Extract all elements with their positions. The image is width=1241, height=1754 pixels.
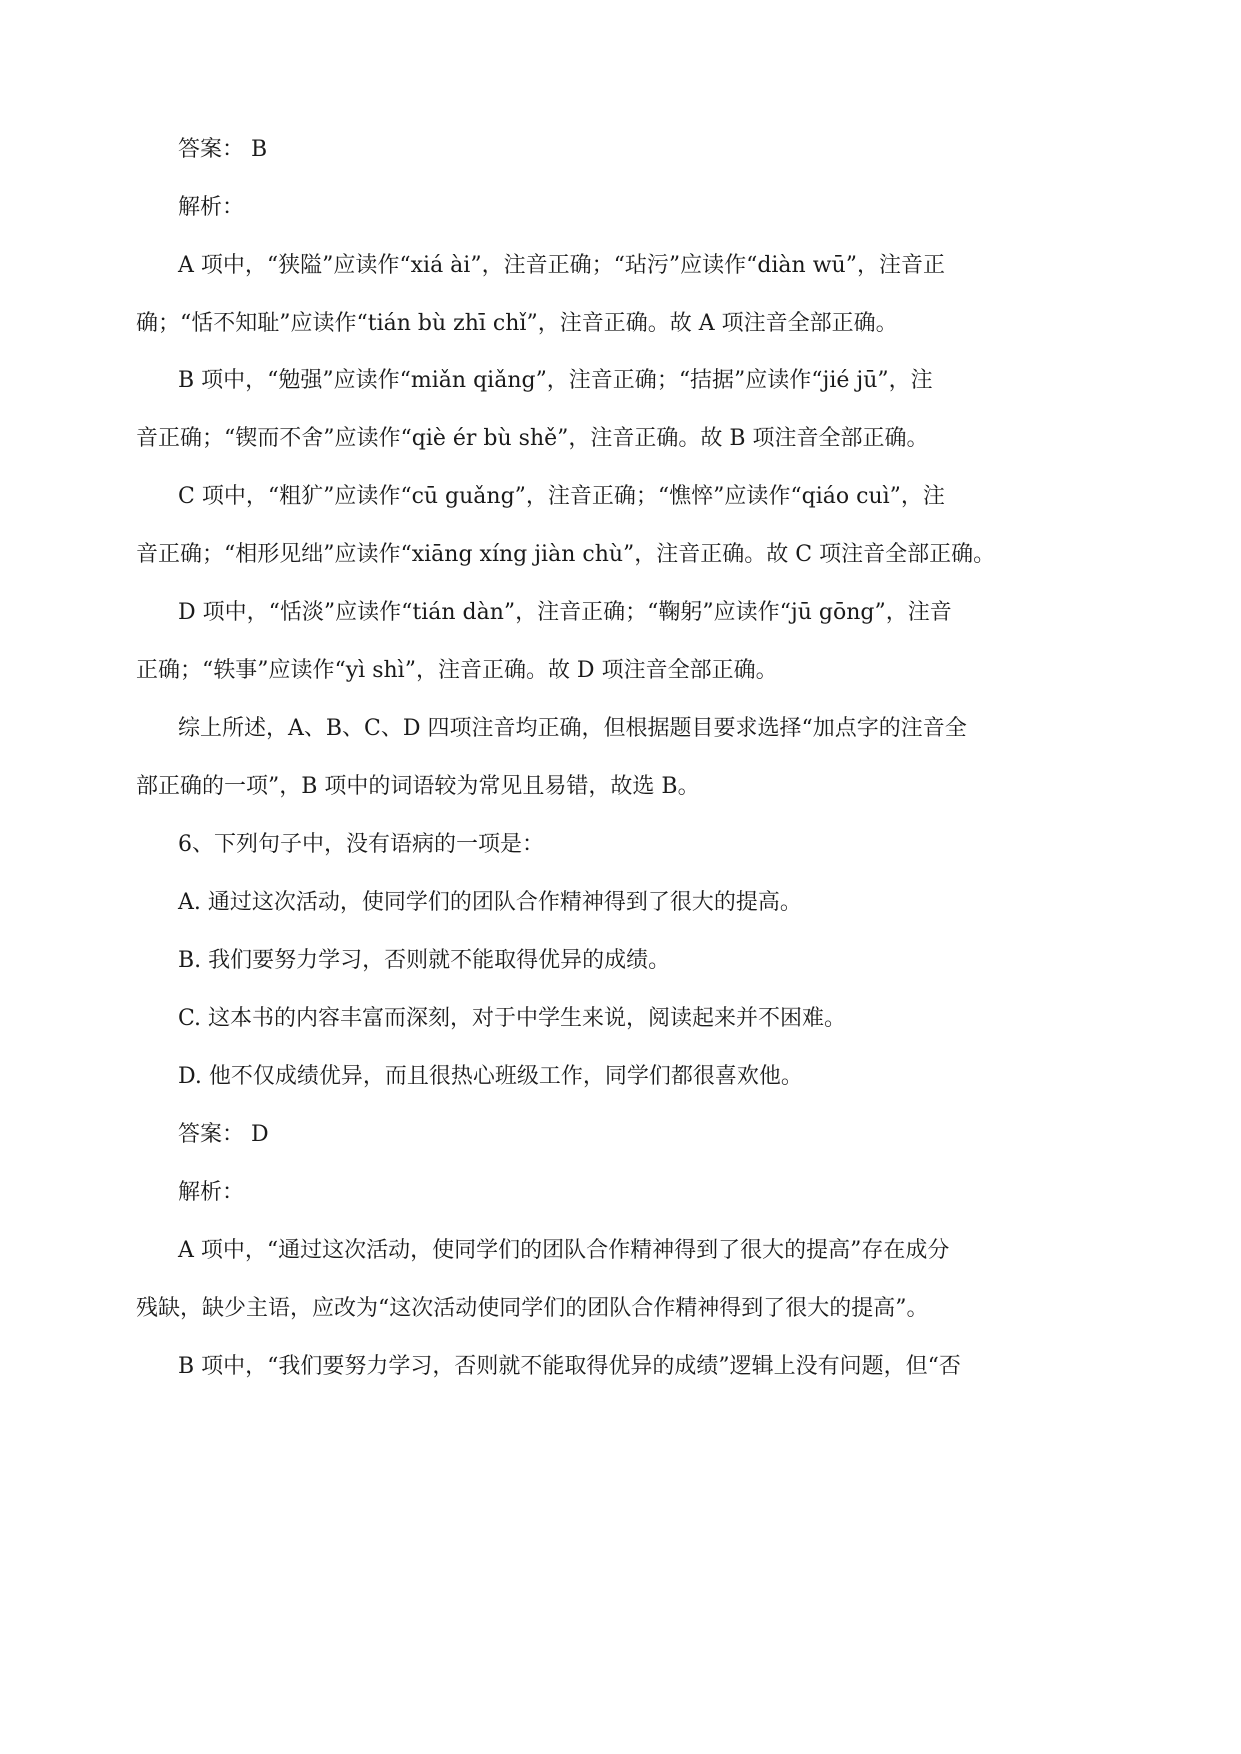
question-6-option-a: A. 通过这次活动，使同学们的团队合作精神得到了很大的提高。 — [178, 890, 802, 915]
question-6-option-c: C. 这本书的内容丰富而深刻，对于中学生来说，阅读起来并不困难。 — [178, 1006, 847, 1031]
answer-line-q6: 答案： D — [178, 1122, 269, 1147]
analysis-paragraph-c-line2: 音正确；“相形见绌”应读作“xiāng xíng jiàn chù”，注音正确。故 C 项注音全部正确。 — [136, 542, 996, 567]
analysis-paragraph-d-line1: D 项中，“恬淡”应读作“tián dàn”，注音正确；“鞠躬”应读作“jū gōng”，注音 — [178, 600, 952, 625]
analysis-paragraph-c-line1: C 项中，“粗犷”应读作“cū guǎng”，注音正确；“憔悴”应读作“qiáo cuì”，注 — [178, 484, 945, 509]
analysis-paragraph-b-line2: 音正确；“锲而不舍”应读作“qiè ér bù shě”，注音正确。故 B 项注音全部正确。 — [136, 426, 929, 451]
summary-paragraph-line1: 综上所述，A、B、C、D 四项注音均正确，但根据题目要求选择“加点字的注音全 — [178, 716, 967, 741]
analysis-paragraph-d-line2: 正确；“轶事”应读作“yì shì”，注音正确。故 D 项注音全部正确。 — [136, 658, 778, 683]
q6-analysis-paragraph-a-line1: A 项中，“通过这次活动，使同学们的团队合作精神得到了很大的提高”存在成分 — [178, 1238, 950, 1263]
q6-analysis-paragraph-b-line1: B 项中，“我们要努力学习，否则就不能取得优异的成绩”逻辑上没有问题，但“否 — [178, 1354, 961, 1379]
summary-paragraph-line2: 部正确的一项”，B 项中的词语较为常见且易错，故选 B。 — [136, 774, 700, 799]
analysis-heading-q5: 解析： — [178, 195, 245, 220]
analysis-paragraph-a-line1: A 项中，“狭隘”应读作“xiá ài”，注音正确；“玷污”应读作“diàn wū”，注音正 — [178, 253, 945, 278]
analysis-heading-q6: 解析： — [178, 1180, 245, 1205]
answer-line-q5: 答案： B — [178, 137, 268, 162]
analysis-paragraph-b-line1: B 项中，“勉强”应读作“miǎn qiǎng”，注音正确；“拮据”应读作“jié jū”，注 — [178, 368, 933, 393]
question-6-option-b: B. 我们要努力学习，否则就不能取得优异的成绩。 — [178, 948, 671, 973]
q6-analysis-paragraph-a-line2: 残缺，缺少主语，应改为“这次活动使同学们的团队合作精神得到了很大的提高”。 — [136, 1296, 929, 1321]
question-6-stem: 6、下列句子中，没有语病的一项是： — [178, 832, 544, 857]
question-6-option-d: D. 他不仅成绩优异，而且很热心班级工作，同学们都很喜欢他。 — [178, 1064, 803, 1089]
analysis-paragraph-a-line2: 确；“恬不知耻”应读作“tián bù zhī chǐ”，注音正确。故 A 项注音全部正确。 — [136, 311, 898, 336]
